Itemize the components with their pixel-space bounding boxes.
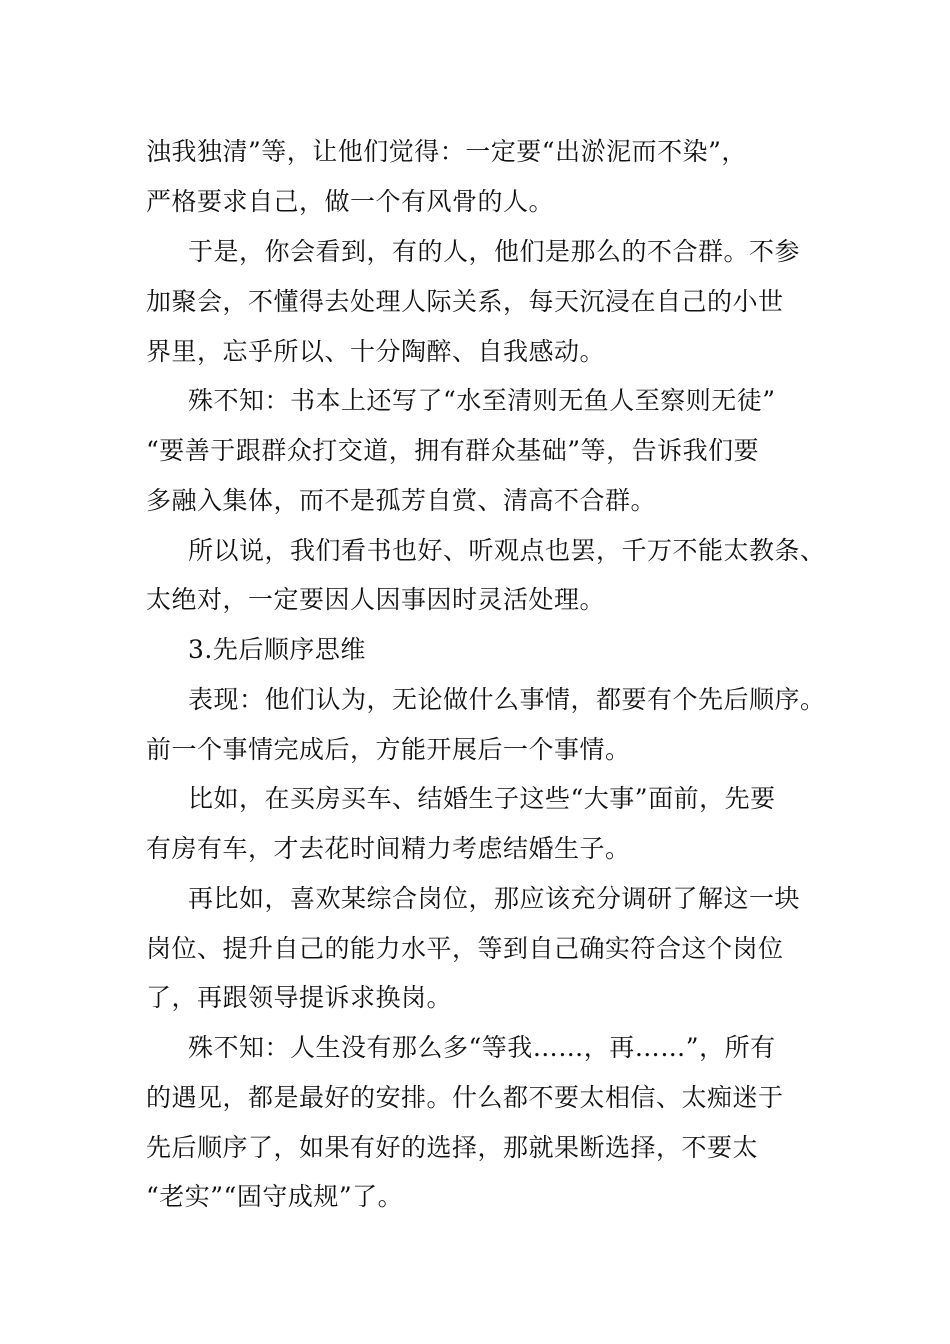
text-line: 了，再跟领导提诉求换岗。 [146, 983, 453, 1012]
text-line: “老实”“固守成规”了。 [146, 1182, 404, 1211]
text-line: 多融入集体，而不是孤芳自赏、清高不合群。 [146, 486, 657, 515]
text-line: 岗位、提升自己的能力水平，等到自己确实符合这个岗位 [146, 934, 784, 963]
text-line: 的遇见，都是最好的安排。什么都不要太相信、太痴迷于 [146, 1083, 784, 1112]
text-line: “要善于跟群众打交道，拥有群众基础”等，告诉我们要 [146, 436, 760, 465]
paragraph-start: 再比如，喜欢某综合岗位，那应该充分调研了解这一块 [188, 884, 801, 913]
section-heading: 3.先后顺序思维 [188, 635, 366, 664]
text-line: 浊我独清”等，让他们觉得：一定要“出淤泥而不染”， [146, 137, 747, 166]
paragraph-start: 殊不知：书本上还写了“水至清则无鱼人至察则无徒” [188, 386, 776, 415]
text-line: 界里，忘乎所以、十分陶醉、自我感动。 [146, 337, 606, 366]
text-line: 严格要求自己，做一个有风骨的人。 [146, 187, 555, 216]
text-line: 有房有车，才去花时间精力考虑结婚生子。 [146, 834, 631, 863]
paragraph-start: 表现：他们认为，无论做什么事情，都要有个先后顺序。 [188, 685, 826, 714]
text-line: 前一个事情完成后，方能开展后一个事情。 [146, 735, 631, 764]
text-line: 太绝对，一定要因人因事因时灵活处理。 [146, 585, 606, 614]
text-line: 加聚会，不懂得去处理人际关系，每天沉浸在自己的小世 [146, 287, 784, 316]
paragraph-start: 比如，在买房买车、结婚生子这些“大事”面前，先要 [188, 784, 776, 813]
paragraph-start: 殊不知：人生没有那么多“等我……，再……”，所有 [188, 1033, 776, 1062]
text-line: 先后顺序了，如果有好的选择，那就果断选择，不要太 [146, 1133, 759, 1162]
paragraph-start: 所以说，我们看书也好、听观点也罢，千万不能太教条、 [188, 536, 826, 565]
paragraph-start: 于是，你会看到，有的人，他们是那么的不合群。不参 [188, 237, 801, 266]
